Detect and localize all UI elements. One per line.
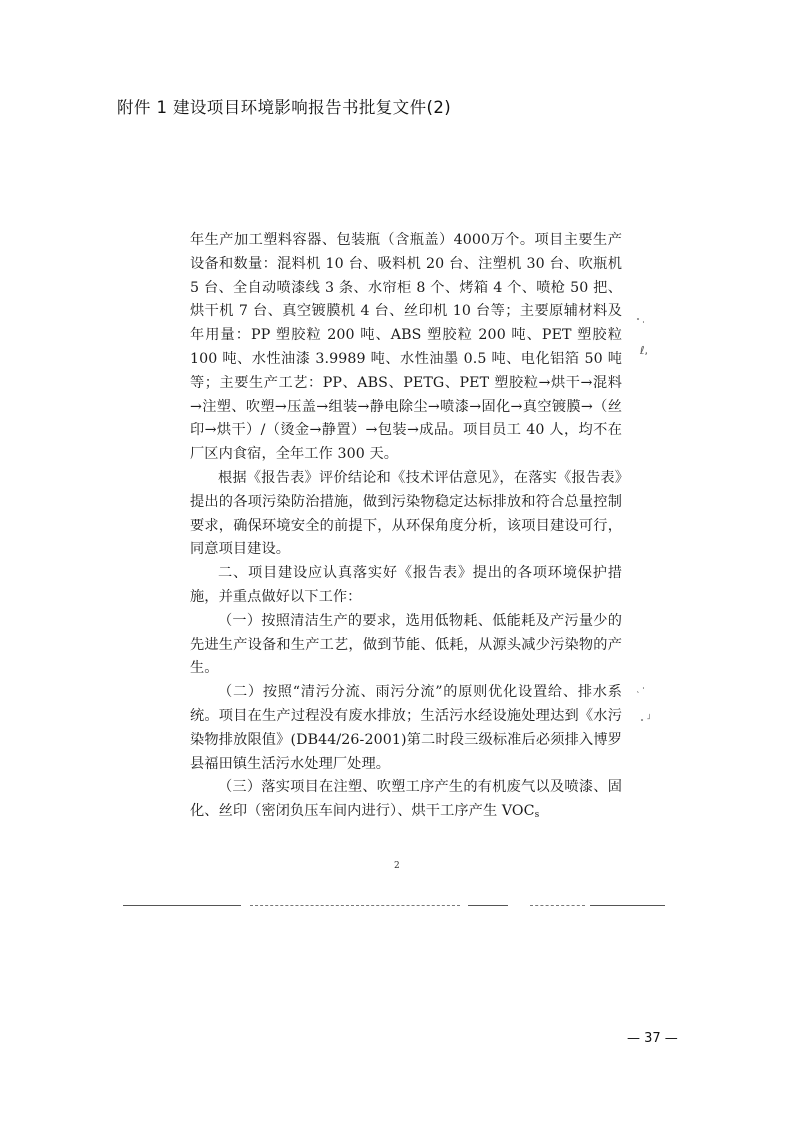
scan-speck: ℓ, [640, 344, 649, 357]
page-footer-number: — 37 — [627, 1031, 678, 1046]
body-paragraph-6-text: （三）落实项目在注塑、吹塑工序产生的有机废气以及喷漆、固化、丝印（密闭负压车间内进行）、烘干工序产生 VOC [190, 779, 622, 820]
voc-subscript: s [534, 810, 540, 821]
scan-speck: ˛ ˒ [636, 684, 645, 693]
scan-bottom-rule-left [123, 905, 241, 906]
scan-speck: ˚ ˒ [636, 318, 645, 327]
scan-bottom-rule-dashes [530, 905, 585, 906]
body-paragraph-1: 年生产加工塑料容器、包装瓶（含瓶盖）4000万个。项目主要生产设备和数量：混料机 10 台、吸料机 20 台、注塑机 30 台、吹瓶机 5 台、全自动喷漆线 3 条、水帘柜 8 个、烤箱 4 个、喷枪 50 把、烘干机 7 台、真空镀膜机 4 台、丝印机 10 台等；主要原辅材料及年用量：PP 塑胶粒 200 吨、ABS 塑胶粒 200 吨、PET 塑胶粒 100 吨、水性油漆 3.9989 吨、水性油墨 0.5 吨、电化铝箔 50 吨等；主要生产工艺：PP、ABS、PETG、PET 塑胶粒→烘干→混料→注塑、吹塑→压盖→组装→静电除尘→喷漆→固化→真空镀膜→（丝印→烘干）/（烫金→静置）→包装→成品。项目员工 40 人，均不在厂区内食宿，全年工作 300 天。 [190, 232, 622, 463]
scan-bottom-rule-middle [250, 905, 460, 906]
scan-bottom-rule-right [590, 905, 665, 906]
body-paragraph-4: （一）按照清洁生产的要求，选用低物耗、低能耗及产污量少的先进生产设备和生产工艺，做到节能、低耗，从源头减少污染物的产生。 [190, 612, 622, 677]
body-paragraph-2: 根据《报告表》评价结论和《技术评估意见》，在落实《报告表》提出的各项污染防治措施，做到污染物稳定达标排放和符合总量控制要求，确保环境安全的前提下，从环保角度分析，该项目建设可行，同意项目建设。 [190, 469, 622, 558]
scan-bottom-rule-segment [468, 905, 508, 906]
attachment-heading: 附件 1 建设项目环境影响报告书批复文件(2) [117, 98, 452, 117]
inner-page-number: 2 [394, 861, 400, 871]
scanned-page-body [190, 229, 622, 828]
scan-speck: ˳ ˩ [640, 712, 651, 721]
body-paragraph-6 [190, 776, 622, 828]
body-paragraph-5: （二）按照“清污分流、雨污分流”的原则优化设置给、排水系统。项目在生产过程没有废水排放；生活污水经设施处理达到《水污染物排放限值》(DB44/26-2001)第二时段三级标准后必须排入博罗县福田镇生活污水处理厂处理。 [190, 684, 622, 772]
body-paragraph-3: 二、项目建设应认真落实好《报告表》提出的各项环境保护措施，并重点做好以下工作： [190, 565, 622, 605]
